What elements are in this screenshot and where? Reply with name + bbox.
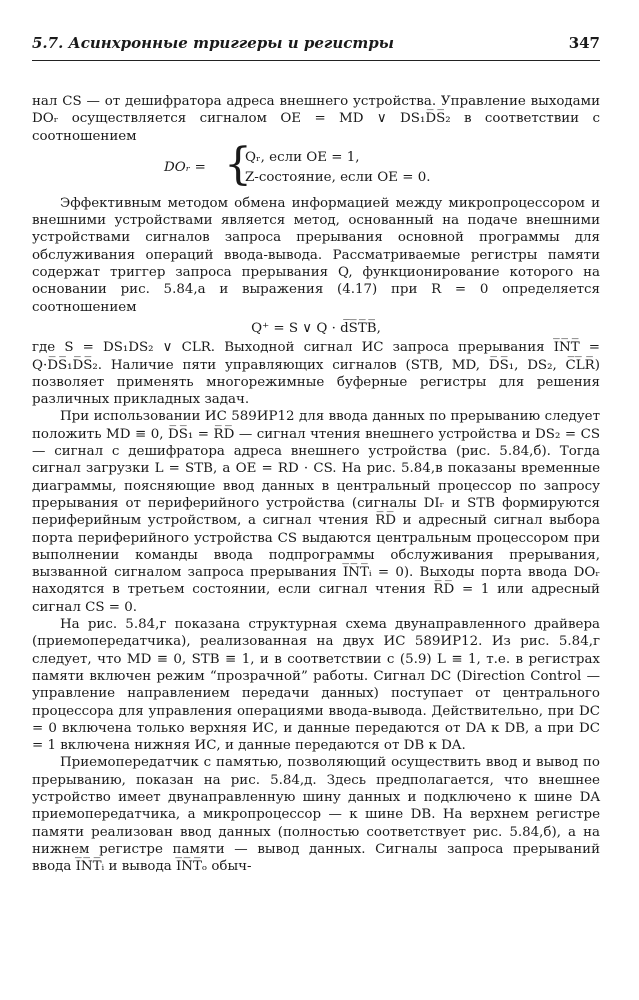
paragraph-6: Приемопередатчик с памятью, позволяющий осуществить ввод и вывод по прерыванию, показан на рис. 5.84,д. Здесь предполагается, что внешнее устройство имеет двунаправленную шину данных и подключено к шине DA приемопередатчика, а микропроцессор — к шине DB. На верхнем регистре памяти реализован ввод данных (полностью соответствует рис. 5.84,б), а на нижнем регистре памяти — вывод данных. Сигналы запроса прерываний ввода I̅N̅T̅ᵢ и вывода I̅N̅T̅ₒ обыч-: [32, 755, 600, 875]
formula-dor: [32, 138, 600, 191]
paragraph-3: где S = DS₁DS₂ ∨ CLR. Выходной сигнал ИС запроса прерывания I̅N̅T̅ = Q·D̅S̅₁D̅S̅₂. Наличие пяти управляющих сигналов (STB, MD, D̅S̅₁, DS₂, C̅L̅R̅) позволяет применять многорежимные буферные регистры для решения различных прикладных задач.: [32, 340, 600, 408]
paragraph-4: При использовании ИС 589ИР12 для ввода данных по прерыванию следует положить MD ≡ 0, D̅S̅₁ = R̅D̅ — сигнал чтения внешнего устройства и DS₂ = CS — сигнал с дешифратора адреса внешнего устройства (рис. 5.84,б). Тогда сигнал загрузки L = STB, а OE = RD · CS. На рис. 5.84,в показаны временные диаграммы, поясняющие ввод данных в центральный процессор по запросу прерывания от периферийного устройства (сигналы DIᵣ и STB формируются периферийным устройством, а сигнал чтения R̅D̅ и адресный сигнал выбора порта периферийного устройства CS выдаются центральным процессором при выполнении команды ввода подпрограммы обслуживания прерывания, вызванной сигналом запроса прерывания I̅N̅T̅ᵢ = 0). Выходы порта ввода DOᵣ находятся в третьем состоянии, если сигнал чтения R̅D̅ = 1 или адресный сигнал CS = 0.: [32, 409, 600, 615]
formula-dor-lhs: DOᵣ =: [164, 159, 206, 175]
paragraph-5: На рис. 5.84,г показана структурная схема двунаправленного драйвера (приемопередатчика), реализованная на двух ИС 589ИР12. Из рис. 5.84,г следует, что MD ≡ 0, STB ≡ 1, и в соответствии с (5.9) L ≡ 1, т.е. в регистрах памяти включен режим “прозрачной” работы. Сигнал DC (Direction Control — управление направлением передачи данных) поступает от центрального процессора для управления операциями ввода-вывода. Действительно, при DC = 0 включена только верхняя ИС, и данные передаются от DA к DB, а при DC = 1 включена нижняя ИС, и данные передаются от DB к DA.: [32, 617, 600, 754]
paragraph-2: Эффективным методом обмена информацией между микропроцессором и внешними устройствами является метод, основанный на подаче внешними устройствами сигналов запроса прерывания основной программы для обслуживания операций ввода-вывода. Рассматриваемые регистры памяти содержат триггер запроса прерывания Q, функционирование которого на основании рис. 5.84,а и выражения (4.17) при R = 0 определяется соотношением: [32, 195, 600, 315]
formula-dor-case-1: Qᵣ, если OE = 1,: [245, 149, 360, 165]
header-rule: [32, 60, 600, 61]
left-brace-icon: {: [224, 138, 252, 190]
page-number: 347: [568, 34, 600, 52]
running-header: [32, 34, 600, 58]
formula-q-plus: Q⁺ = S ∨ Q · d̅S̅T̅B̅,: [251, 320, 381, 336]
formula-dor-case-2: Z-состояние, если OE = 0.: [245, 169, 431, 185]
page-body: [32, 93, 600, 875]
paragraph-1: нал CS — от дешифратора адреса внешнего устройства. Управление выходами DOᵣ осуществляется сигналом OE = MD ∨ DS₁D̅S̅₂ в соответствии с соотношением: [32, 94, 600, 144]
section-title: 5.7. Асинхронные триггеры и регистры: [32, 34, 394, 52]
